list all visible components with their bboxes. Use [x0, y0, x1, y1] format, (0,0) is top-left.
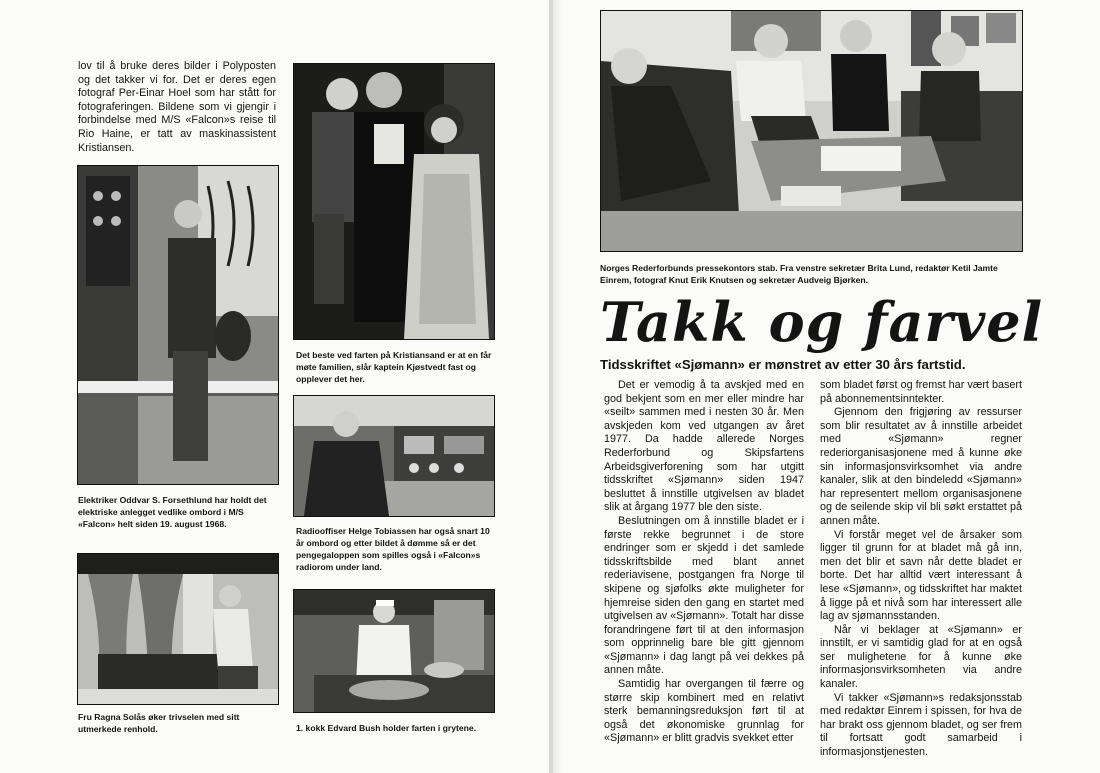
radio-caption: Radiooffiser Helge Tobiassen har også snart 10 år ombord og etter bildet å dømme så er det pengegaloppen som spilles også i «Falcon»s radiorom under land. [296, 526, 490, 572]
col2-paragraph-1: som bladet først og fremst har vært basert på abonnementsinntekter. [820, 379, 1022, 405]
cook-caption: 1. kokk Edvard Bush holder farten i grytene. [296, 723, 477, 733]
captain-family-photo [293, 63, 495, 340]
cleaning-caption: Fru Ragna Solås øker trivselen med sitt utmerkede renhold. [78, 712, 240, 734]
staff-photo-caption: Norges Rederforbunds pressekontors stab. Fra venstre sekretær Brita Lund, redaktør Ketil Jamte Einrem, fotograf Knut Erik Knutsen og sekretær Audveig Bjørken. [600, 263, 998, 285]
article-column-1 [604, 379, 804, 746]
electrician-photo [77, 165, 279, 485]
cook-photo [293, 589, 495, 713]
article-subheadline: Tidsskriftet «Sjømann» er mønstret av etter 30 års fartstid. [600, 357, 966, 372]
press-office-staff-photo [600, 10, 1023, 252]
col2-paragraph-4: Når vi beklager at «Sjømann» er innstilt, er vi samtidig glad for at en også ser mulighetene for å kunne øke informasjonsvirksomheten via andre kanaler. [820, 623, 1022, 691]
col2-paragraph-3: Vi forstår meget vel de årsaker som ligger til grunn for at bladet må gå inn, men det blir et savn når dette bladet er borte. Det har alltid vært interessant å lese «Sjømann», og tidsskriftet har maktet å ligge på et nivå som har interessert alle lag av sjømannsstanden. [820, 528, 1022, 623]
col1-paragraph-3: Samtidig har overgangen til færre og større skip kombinert med en relativt sterk bemanningsreduksjon ført til at også det økonomiske grunnlag for «Sjømann» er blitt gradvis svekket etter [604, 678, 804, 745]
article-column-2 [820, 379, 1022, 760]
radio-room-photo [293, 395, 495, 517]
col1-paragraph-1: Det er vemodig å ta avskjed med en god bekjent som en mer eller mindre har «seilt» sammen med i nesten 30 år. Men avskjeden kom ved utgangen av året 1977. Da hadde allerede Norges Rederforbund og Skipsfartens Arbeidsgiverforening som har utgitt tidsskriftet «Sjømann» siden 1947 besluttet å innstille utgivelsen av bladet slik at årgang 1977 ble den siste. [604, 379, 804, 514]
article-headline: Takk og farvel [600, 290, 1044, 354]
cleaning-photo [77, 553, 279, 705]
captain-caption: Det beste ved farten på Kristiansand er at en får møte familien, slår kaptein Kjøstvedt fast og opplever det her. [296, 350, 492, 384]
col2-paragraph-2: Gjennom den frigjøring av ressurser som blir resultatet av å innstille arbeidet med «Sjømann» regner rederiorganisasjonene med å kunne øke sin informasjonsvirksomhet via andre kanaler, slik at den bindeledd «Sjømann» har representert mellom organisasjonene og de seilende skip vil bli søkt erstattet på annen måte. [820, 406, 1022, 527]
intro-paragraph: lov til å bruke deres bilder i Polyposten og det takker vi for. Det er deres egen fotograf Per-Einar Hoel som har stått for fotograferingen. Bildene som vi gjengir i forbindelse med M/S «Falcon»s reise til Rio Haine, er tatt av maskinassistent Kristiansen. [78, 60, 276, 154]
electrician-caption: Elektriker Oddvar S. Forsethlund har holdt det elektriske anlegget vedlike ombord i M/S «Falcon» helt siden 19. august 1968. [78, 495, 267, 529]
col2-paragraph-5: Vi takker «Sjømann»s redaksjonsstab med redaktør Einrem i spissen, for hva de har brakt oss gjennom bladet, og ser frem til fortsatt godt samarbeid i informasjonstjenesten. [820, 691, 1022, 759]
col1-paragraph-2: Beslutningen om å innstille bladet er i første rekke begrunnet i de store endringer som er skjedd i det samlede tidsskriftsbilde med blant annet rederiavisene, postgangen fra Norge til skipene og sjøfolks økte muligheter for hjemreise siden den gang en startet med utgivelsen av «Sjømann». Totalt har disse forandringene ført til at den informasjon som opprinnelig bare ble gitt gjennom «Sjømann» i dag langt på vei dekkes på annen måte. [604, 514, 804, 677]
page-gutter-shadow [553, 0, 563, 773]
